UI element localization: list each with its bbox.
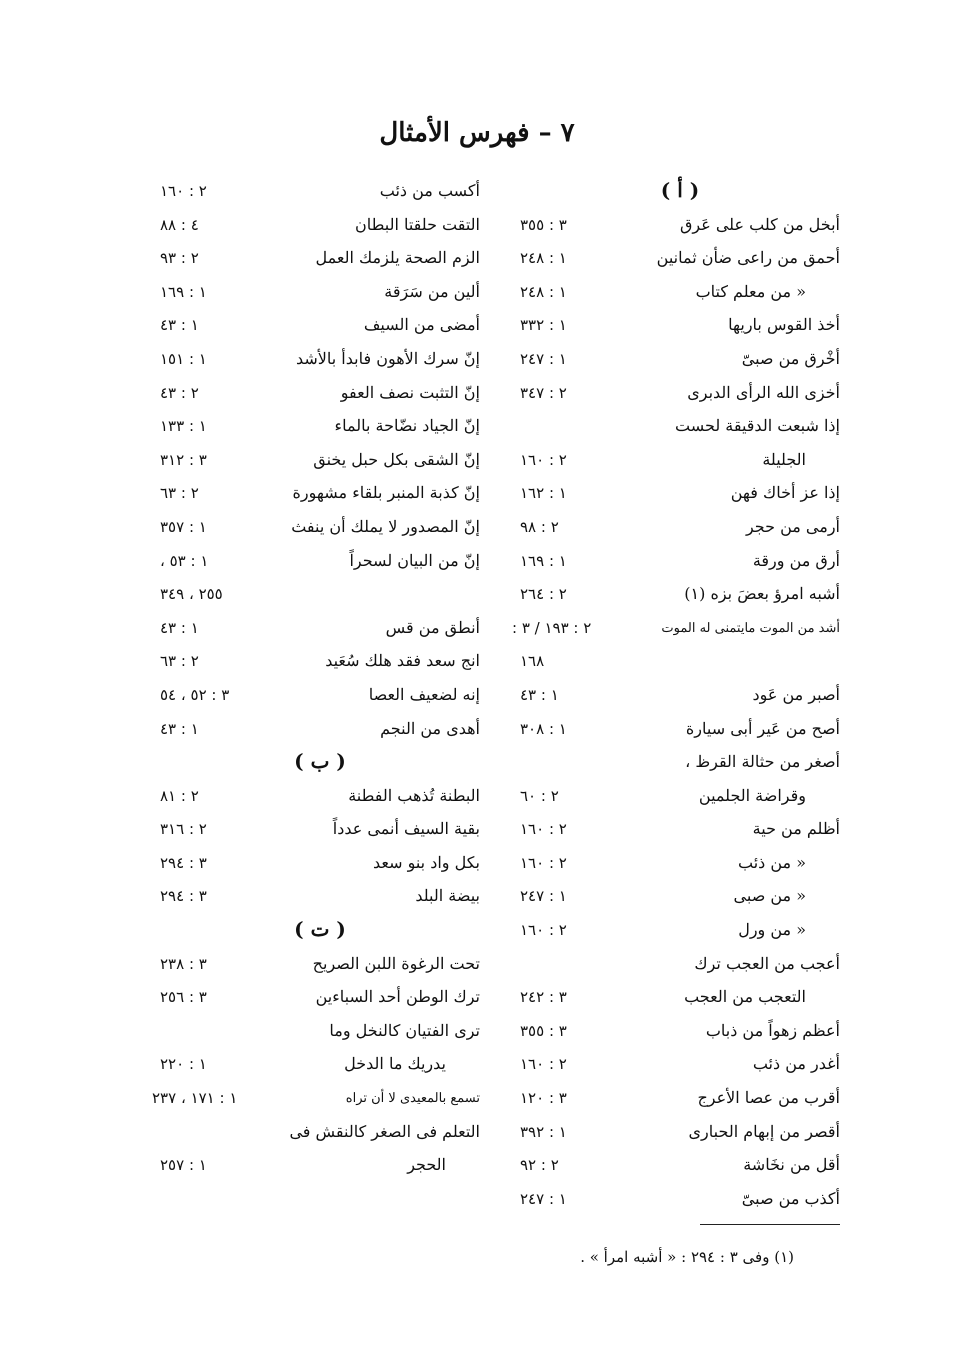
page-reference: ١ : ٢٥٧ (160, 1156, 207, 1175)
proverb-text: التعلم فى الصغر كالنقش فى (289, 1121, 480, 1141)
proverb-text: أشد من الموت مايتمنى له الموت (661, 620, 840, 636)
page-reference: ١ : ٣٣٢ (520, 316, 567, 335)
index-entry (520, 579, 840, 613)
proverb-text: التقت حلقتا البطان (354, 214, 480, 234)
page-reference: ١ : ٢٤٧ (520, 349, 567, 368)
index-entry (160, 344, 480, 378)
index-entry (520, 1016, 840, 1050)
proverb-text: أكذب من صبىّ (741, 1188, 840, 1208)
proverb-text: التعجب من العجب (684, 987, 806, 1007)
page-reference: ١ : ٤٣ (520, 685, 559, 704)
page-reference: ٢ : ١٩٣ / ٣ : (512, 618, 592, 637)
proverb-text: أرق من ورقة (752, 550, 840, 570)
index-entry (152, 1083, 480, 1117)
index-entry (520, 411, 840, 445)
index-entry (160, 949, 480, 983)
index-entry (160, 881, 480, 915)
index-entry (520, 1184, 840, 1218)
index-entry (160, 445, 480, 479)
index-entry (160, 478, 480, 512)
index-entry (160, 378, 480, 412)
proverb-text: أشبه امرؤ بعضَ بزه (١) (684, 584, 840, 604)
index-entry (160, 1016, 480, 1050)
page-reference: ١ : ١٦٩ (160, 282, 207, 301)
proverb-text: أكسب من ذئب (379, 181, 480, 200)
proverb-text: « من ورل (738, 920, 806, 940)
section-letter: ( ب ) (294, 749, 346, 774)
index-entry (160, 1150, 480, 1184)
page-reference: ٢ : ١٦٠ (520, 921, 567, 940)
page-reference: ٣ : ٢٤٢ (520, 988, 567, 1007)
proverb-text: ترك الوطن أحد السباءين (315, 987, 480, 1007)
index-entry (160, 781, 480, 815)
section-letter: ( ت ) (294, 917, 346, 942)
index-entry (160, 176, 480, 210)
footnote: (١) وفى ٣ : ٢٩٤ : « أشبه امرأ » . (580, 1248, 794, 1266)
page-reference: ٢٥٥ ، ٣٤٩ (160, 585, 223, 604)
index-entry (520, 814, 840, 848)
index-entry (520, 1083, 840, 1117)
page-reference: ١ : ٤٣ (160, 719, 199, 738)
index-entry (512, 613, 840, 647)
index-entry (160, 243, 480, 277)
page-reference: ٣ : ٢٥٦ (160, 988, 207, 1007)
page-reference: ٢ : ٢٦٤ (520, 585, 567, 604)
proverb-text: وقراضة الجلمين (698, 785, 806, 805)
index-entry (520, 1150, 840, 1184)
proverb-text: أمضى من السيف (363, 315, 480, 335)
index-entry (520, 714, 840, 748)
proverb-text: إنّ سرك الأهون فابدأ بالأشد (295, 348, 480, 368)
index-entry (520, 344, 840, 378)
page-reference: ١ : ٢٤٧ (520, 1189, 567, 1208)
page-reference: ١ : ٣٠٨ (520, 719, 567, 738)
page-reference: ٢ : ٩٨ (520, 517, 559, 536)
section-letter: ( أ ) (660, 178, 700, 202)
index-entry (520, 1117, 840, 1151)
page-reference: ٣ : ٢٩٤ (160, 853, 207, 872)
left-column (152, 176, 480, 1184)
page-reference: ١ : ٢٢٠ (160, 1055, 207, 1074)
proverb-text: بكل واد بنو سعد (372, 852, 480, 872)
proverb-text: أخزى الله الرأى الدبرى (687, 382, 840, 402)
index-entry (520, 243, 840, 277)
proverb-text: أقصر من إبهام الحبارى (688, 1121, 840, 1141)
index-entry (520, 982, 840, 1016)
page-reference: ٢ : ٣٤٧ (520, 383, 567, 402)
proverb-text: بيضة البلد (415, 886, 480, 906)
proverb-text: أبخل من كلب على عَرق (679, 214, 840, 234)
page-reference: ٢ : ١٦٠ (520, 1055, 567, 1074)
proverb-text: أصبر من عَود (752, 684, 840, 704)
proverb-text: أغدر من ذئب (752, 1054, 840, 1074)
index-entry (160, 680, 480, 714)
page-reference: ٢ : ١٦٠ (160, 182, 207, 200)
page-reference: ٢ : ٦٣ (160, 484, 199, 503)
proverb-text: أظلم من حية (752, 819, 840, 839)
proverb-text: أهدى من النجم (380, 718, 480, 738)
index-entry (160, 714, 480, 748)
page-reference: ١ : ٤٣ (160, 316, 199, 335)
proverb-text: إنّ الجياد نضّاحة بالماء (334, 416, 480, 436)
page-reference: ٢ : ٩٣ (160, 249, 199, 268)
proverb-text: يدريك ما الدخل (344, 1054, 446, 1074)
page-reference: ٣ : ٣١٢ (160, 450, 207, 469)
index-entry (520, 310, 840, 344)
page-reference: ٢ : ١٦٠ (520, 853, 567, 872)
page-reference: ٣ : ٣٥٥ (520, 1021, 567, 1040)
section-letter-heading (160, 747, 480, 781)
proverb-text: الحجر (407, 1155, 446, 1175)
section-letter-heading (160, 915, 480, 949)
page-reference: ٣ : ٣٥٥ (520, 215, 567, 234)
index-entry (520, 378, 840, 412)
page-reference: ٢ : ٩٢ (520, 1156, 559, 1175)
proverb-text: انج سعد فقد هلك سُعَيد (325, 651, 480, 671)
page-reference: ١ : ٣٥٧ (160, 517, 207, 536)
page-reference: ١ : ١٧١ ، ٢٣٧ (152, 1089, 238, 1108)
index-entry (520, 881, 840, 915)
proverb-text: ترى الفتيان كالنخل وما (329, 1020, 480, 1040)
proverb-text: إنه لضعيف العصا (368, 684, 480, 704)
proverb-text: « من معلم كتاب (695, 281, 806, 301)
index-entry (160, 546, 480, 580)
index-entry (520, 546, 840, 580)
index-entry (520, 210, 840, 244)
page-reference: ١ : ٤٣ (160, 618, 199, 637)
proverb-text: أخْرق من صبىّ (741, 348, 840, 368)
proverb-text: أخذ القوس باريها (728, 315, 840, 335)
index-entry (160, 848, 480, 882)
page-reference: ٢ : ٣١٦ (160, 820, 207, 839)
proverb-text: أعظم زهواً من ذباب (705, 1020, 840, 1040)
footnote-divider (700, 1224, 840, 1225)
index-entry (160, 814, 480, 848)
proverb-text: بقية السيف أنمى عدداً (332, 819, 480, 839)
index-entry (160, 411, 480, 445)
index-entry (520, 512, 840, 546)
proverb-text: أصغر من حثالة القرظ ، (685, 752, 840, 772)
proverb-text: إنّ من البيان لسحراً (349, 550, 480, 570)
section-letter-heading (520, 176, 840, 210)
page-reference: ٣ : ١٢٠ (520, 1089, 567, 1108)
index-entry (520, 277, 840, 311)
page-reference: ١ : ١٥١ (160, 349, 207, 368)
proverb-text: أصح من عَير أبى سيارة (685, 718, 840, 738)
page-reference: ١ : ١٦٢ (520, 484, 567, 503)
page-reference: ١ : ٢٤٨ (520, 282, 567, 301)
proverb-text: « من ذئب (738, 852, 806, 872)
proverb-text: تحت الرغوة اللبن الصريح (312, 953, 480, 973)
proverb-text: إذا عز أخاك فهن (730, 483, 840, 503)
page-reference: ١٦٨ (520, 652, 545, 671)
index-entry (160, 613, 480, 647)
page-reference: ١ : ١٣٣ (160, 417, 207, 436)
page-reference: ٣ : ٥٢ ، ٥٤ (160, 685, 230, 704)
page-reference: ١ : ٢٤٧ (520, 887, 567, 906)
index-entry (160, 277, 480, 311)
proverb-text: إنّ التثبت نصف العفو (340, 382, 480, 402)
proverb-text: أحمق من راعى ضأن ثمانين (656, 248, 840, 268)
right-column (512, 176, 840, 1217)
page-reference: ١ : ٣٩٢ (520, 1122, 567, 1141)
page-reference: ١ : ١٦٩ (520, 551, 567, 570)
proverb-text: أقل من نخَاشة (743, 1155, 840, 1175)
index-entry (160, 512, 480, 546)
index-entry (520, 848, 840, 882)
page-reference: ٢ : ٨١ (160, 786, 199, 805)
page-reference: ٤ : ٨٨ (160, 215, 199, 234)
page-reference: ٢ : ١٦٠ (520, 450, 567, 469)
index-entry (160, 1049, 480, 1083)
index-entry (520, 478, 840, 512)
page-reference: ٣ : ٢٩٤ (160, 887, 207, 906)
index-entry (520, 680, 840, 714)
proverb-text: الجليلة (762, 449, 806, 469)
proverb-text: أنطق من قس (385, 617, 480, 637)
index-entry (520, 781, 840, 815)
index-entry (520, 445, 840, 479)
index-entry (160, 982, 480, 1016)
index-entry (520, 747, 840, 781)
index-entry (160, 646, 480, 680)
page-reference: ٢ : ٤٣ (160, 383, 199, 402)
page-title: ٧ – فهرس الأمثال (379, 118, 575, 148)
proverb-text: أرمى من حجر (745, 516, 840, 536)
proverb-text: إنّ الشقى بكل حبل يخنق (313, 449, 480, 469)
index-entry (520, 646, 840, 680)
page-reference: ١ : ٢٤٨ (520, 249, 567, 268)
proverb-text: إنّ كذبة المنبر بلقاء مشهورة (292, 483, 480, 503)
page-reference: ٣ : ٢٣٨ (160, 954, 207, 973)
page-reference: ٢ : ٦٠ (520, 786, 559, 805)
index-entry (160, 579, 480, 613)
proverb-text: الزم الصحة يلزمك العمل (315, 248, 480, 268)
index-entry (520, 1049, 840, 1083)
index-entry (520, 949, 840, 983)
proverb-text: تسمع بالمعيدى لا أن تراه (345, 1091, 480, 1107)
proverb-text: ألين من سَرَقة (384, 281, 480, 301)
page-reference: ٢ : ٦٣ (160, 652, 199, 671)
index-entry (160, 210, 480, 244)
proverb-text: إنّ المصدور لا يملك أن ينفث (291, 516, 480, 536)
page-reference: ١ : ٥٣ ، (160, 551, 209, 570)
proverb-text: « من صبى (733, 886, 806, 906)
proverb-text: إذا شبعت الدقيقة لحست (675, 416, 840, 436)
proverb-text: أقرب من عصا الأعرج (697, 1088, 840, 1108)
index-entry (520, 915, 840, 949)
index-entry (160, 310, 480, 344)
proverb-text: البطنة تُذهب الفطنة (348, 785, 480, 805)
page-reference: ٢ : ١٦٠ (520, 820, 567, 839)
index-entry (160, 1117, 480, 1151)
proverb-text: أعجب من العجب ترك (694, 953, 840, 973)
